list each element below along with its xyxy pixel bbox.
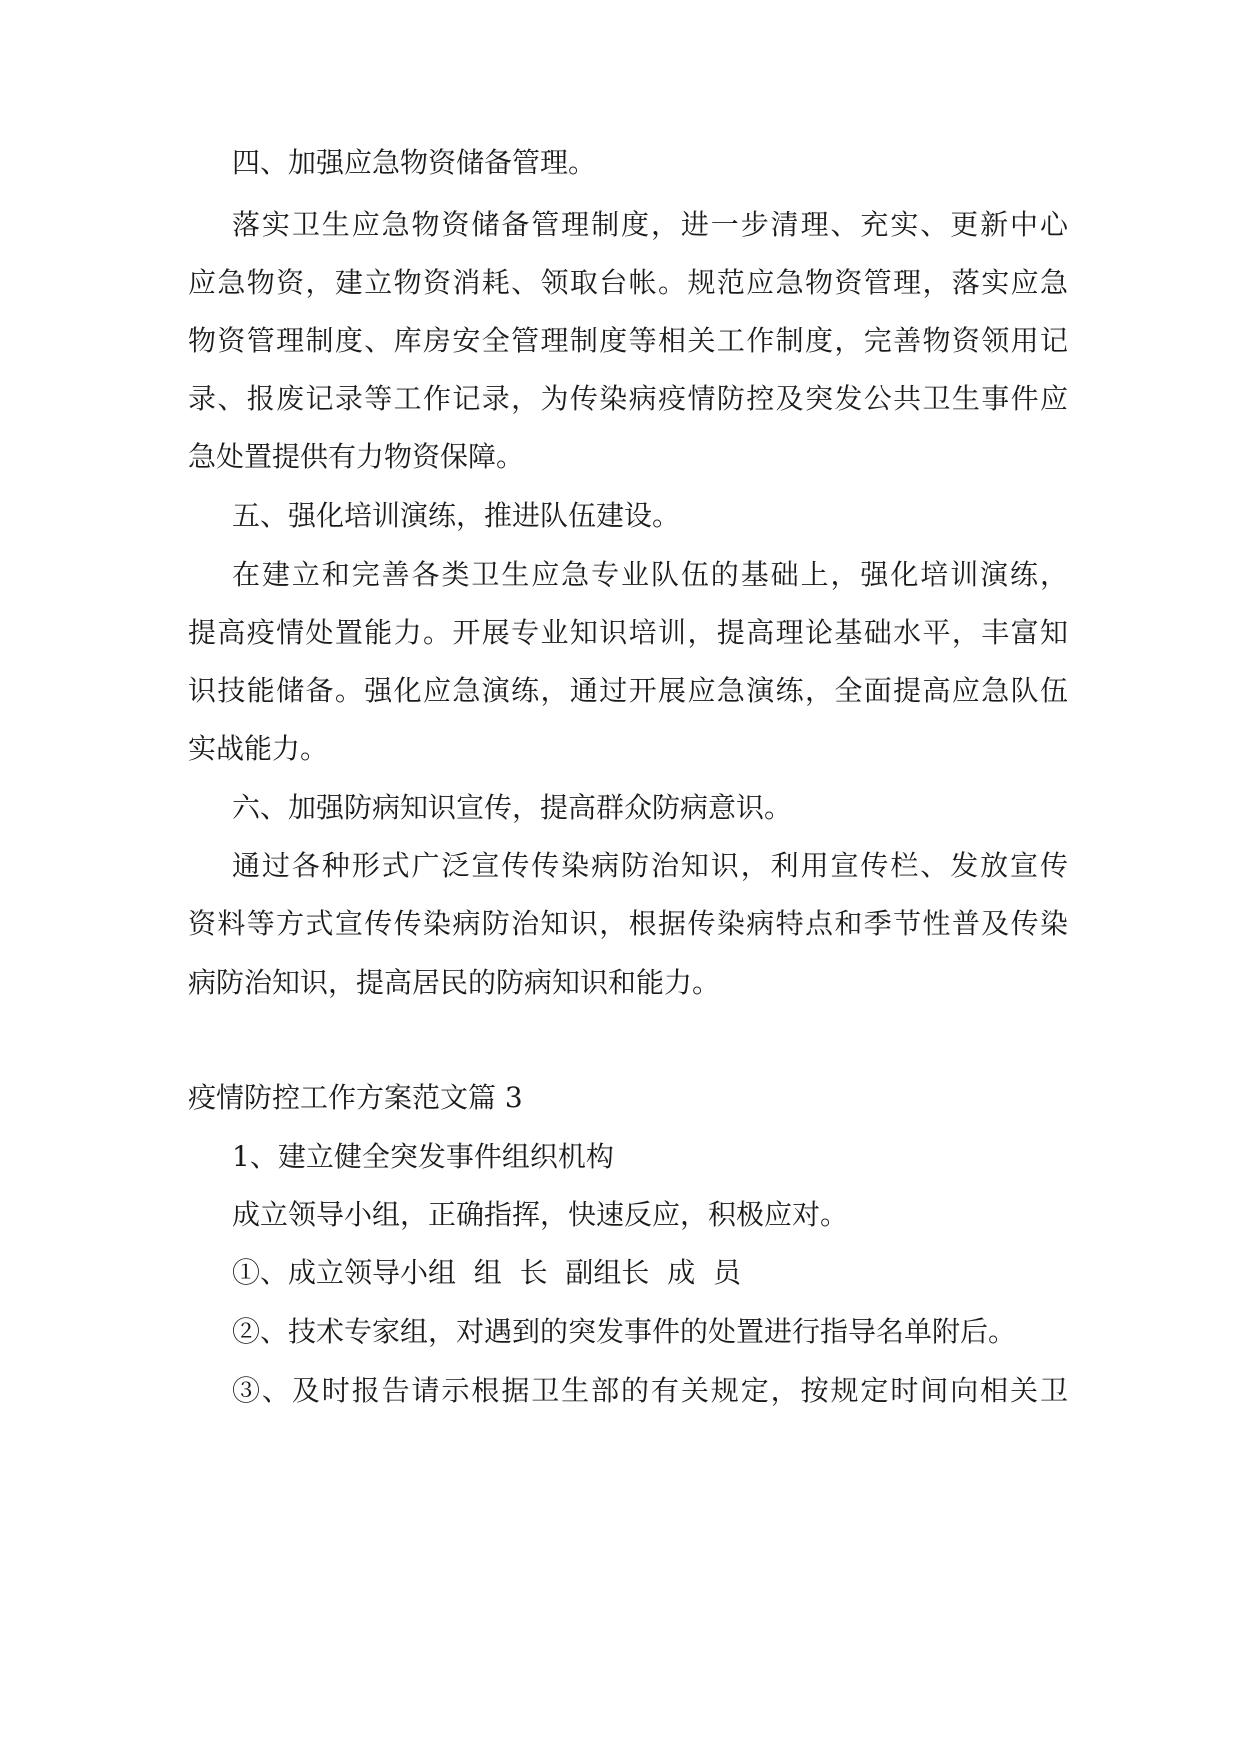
section-4-line-2: 应急物资，建立物资消耗、领取台帐。规范应急物资管理，落实应急 xyxy=(188,266,1068,299)
item-1-heading: 1、建立健全突发事件组织机构 xyxy=(232,1140,614,1173)
section-6-line-3: 病防治知识，提高居民的防病知识和能力。 xyxy=(188,966,721,999)
section-4-line-4: 录、报废记录等工作记录，为传染病疫情防控及突发公共卫生事件应 xyxy=(188,382,1068,415)
section-5-line-4: 实战能力。 xyxy=(188,732,329,765)
section-5-line-3: 识技能储备。强化应急演练，通过开展应急演练，全面提高应急队伍 xyxy=(188,674,1068,707)
section-4-heading: 四、加强应急物资储备管理。 xyxy=(232,146,597,179)
section-6-line-2: 资料等方式宣传传染病防治知识，根据传染病特点和季节性普及传染 xyxy=(188,907,1068,940)
section-6-heading: 六、加强防病知识宣传，提高群众防病意识。 xyxy=(232,791,793,824)
sub-item-3: ③、及时报告请示根据卫生部的有关规定，按规定时间向相关卫 xyxy=(232,1374,1068,1407)
section-4-line-1: 落实卫生应急物资储备管理制度，进一步清理、充实、更新中心 xyxy=(232,208,1068,241)
section-4-line-5: 急处置提供有力物资保障。 xyxy=(188,440,525,473)
section-5-line-1: 在建立和完善各类卫生应急专业队伍的基础上，强化培训演练， xyxy=(232,558,1068,591)
section-4-line-3: 物资管理制度、库房安全管理制度等相关工作制度，完善物资领用记 xyxy=(188,324,1068,357)
article-3-title: 疫情防控工作方案范文篇 3 xyxy=(188,1081,523,1114)
section-5-heading: 五、强化培训演练，推进队伍建设。 xyxy=(232,499,681,532)
sub-item-2: ②、技术专家组，对遇到的突发事件的处置进行指导名单附后。 xyxy=(232,1315,1017,1348)
section-6-line-1: 通过各种形式广泛宣传传染病防治知识，利用宣传栏、发放宣传 xyxy=(232,849,1068,882)
item-1-text: 成立领导小组，正确指挥，快速反应，积极应对。 xyxy=(232,1198,849,1231)
sub-item-1: ①、成立领导小组 组 长 副组长 成 员 xyxy=(232,1256,742,1289)
section-5-line-2: 提高疫情处置能力。开展专业知识培训，提高理论基础水平，丰富知 xyxy=(188,616,1068,649)
